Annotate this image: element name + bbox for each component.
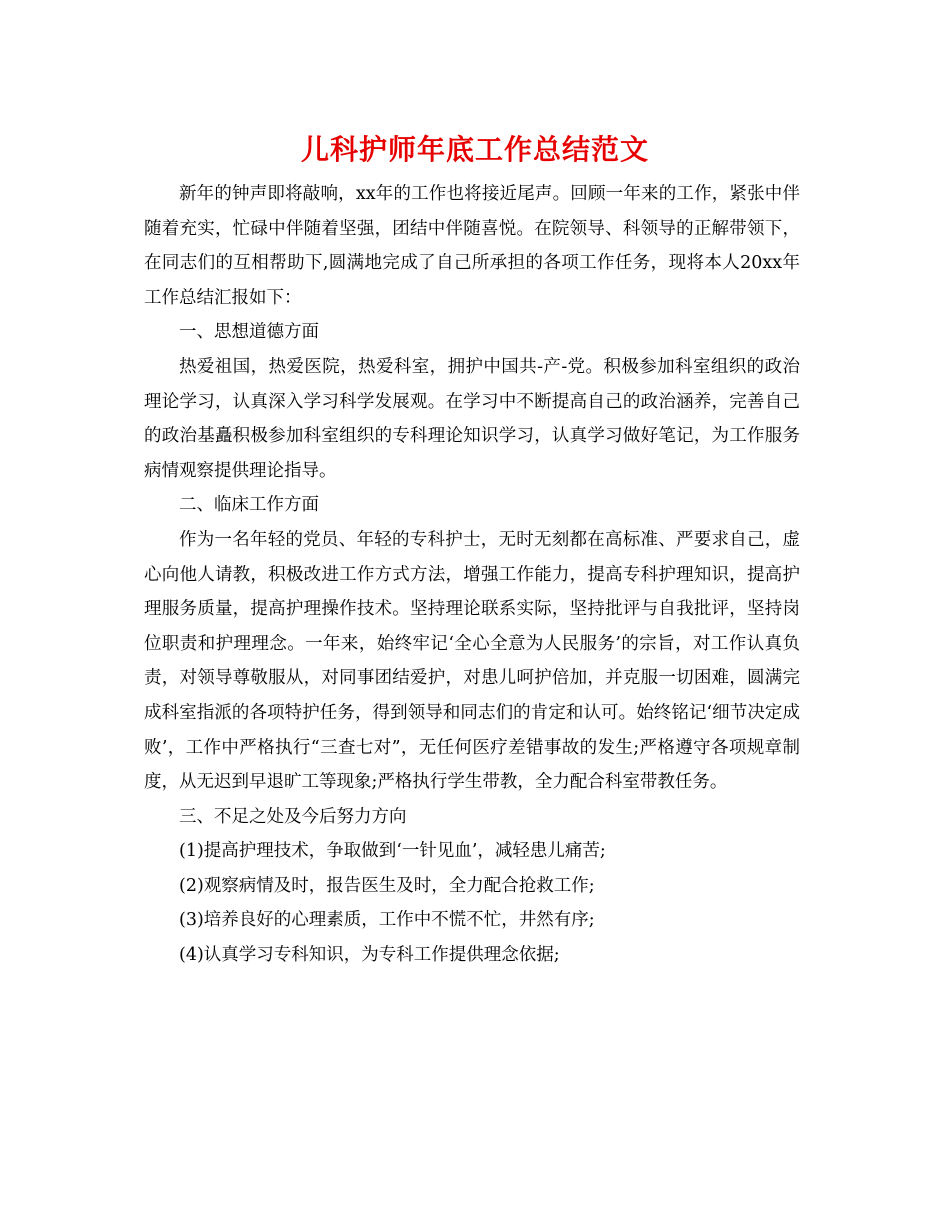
list-item-2: (2)观察病情及时，报告医生及时，全力配合抢救工作; <box>179 875 595 896</box>
document-title: 儿科护师年底工作总结范文 <box>300 133 649 166</box>
list-item-1: (1)提高护理技术，争取做到‘一针见血’，减轻患儿痛苦; <box>179 841 606 862</box>
section-heading-2: 二、临床工作方面 <box>179 495 319 516</box>
list-item-4: (4)认真学习专科知识，为专科工作提供理念依据; <box>179 945 560 966</box>
paragraph-section-2: 作为一名年轻的党员、年轻的专科护士，无时无刻都在高标准、严要求自己，虚心向他人请教，积极改进工作方式方法，增强工作能力，提高专科护理知识，提高护理服务质量，提高护理操作技术。坚持理论联系实际，坚持批评与自我批评，坚持岗位职责和护理理念。一年来，始终牢记‘全心全意为人民服务’的宗旨，对工作认真负责，对领导尊敬服从，对同事团结爱护，对患儿呵护倍加，并克服一切困难，圆满完成科室指派的各项特护任务，得到领导和同志们的肯定和认可。始终铭记‘细节决定成败’，工作中严格执行“三查七对”，无任何医疗差错事故的发生;严格遵守各项规章制度，从无迟到早退旷工等现象;严格执行学生带教，全力配合科室带教任务。 <box>144 529 800 793</box>
list-item-3: (3)培养良好的心理素质，工作中不慌不忙，井然有序; <box>179 910 595 931</box>
section-heading-3: 三、不足之处及今后努力方向 <box>179 806 407 827</box>
document-body <box>144 177 800 973</box>
paragraph-section-1: 热爱祖国，热爱医院，热爱科室，拥护中国共-产-党。积极参加科室组织的政治理论学习，认真深入学习科学发展观。在学习中不断提高自己的政治涵养，完善自己的政治基矗积极参加科室组织的专科理论知识学习，认真学习做好笔记，为工作服务病情观察提供理论指导。 <box>144 356 800 481</box>
paragraph-intro: 新年的钟声即将敲响，xx年的工作也将接近尾声。回顾一年来的工作，紧张中伴随着充实，忙碌中伴随着坚强，团结中伴随喜悦。在院领导、科领导的正解带领下，在同志们的互相帮助下,圆满地完成了自己所承担的各项工作任务，现将本人20xx年工作总结汇报如下： <box>144 184 800 308</box>
section-heading-1: 一、思想道德方面 <box>179 322 319 343</box>
